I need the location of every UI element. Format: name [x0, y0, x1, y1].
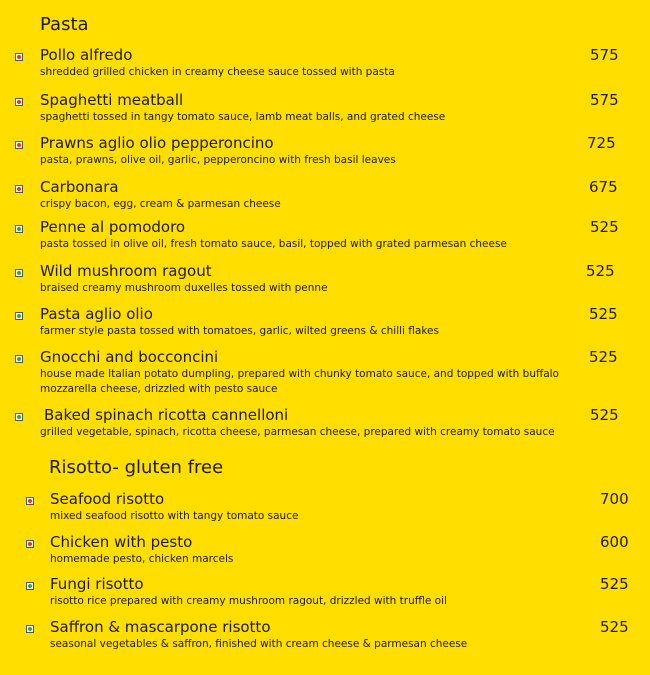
item-description: shredded grilled chicken in creamy cheese sauce tossed with pasta [40, 66, 395, 78]
item-description: crispy bacon, egg, cream & parmesan cheese [40, 198, 281, 210]
item-name: Seafood risotto [50, 490, 165, 508]
item-name: Penne al pomodoro [40, 218, 186, 236]
item-price: 575 [590, 46, 619, 64]
item-price: 700 [600, 490, 629, 508]
non-veg-icon [26, 497, 34, 505]
non-veg-icon [15, 53, 23, 61]
item-description: mixed seafood risotto with tangy tomato sauce [50, 510, 299, 522]
veg-icon [15, 225, 23, 233]
item-description: risotto rice prepared with creamy mushroom ragout, drizzled with truffle oil [50, 595, 447, 607]
item-name: Wild mushroom ragout [40, 262, 212, 280]
item-name: Chicken with pesto [50, 533, 193, 551]
veg-icon [26, 625, 34, 633]
item-price: 525 [586, 262, 615, 280]
item-price: 725 [587, 134, 616, 152]
item-price: 575 [590, 91, 619, 109]
item-description: seasonal vegetables & saffron, finished with cream cheese & parmesan cheese [50, 638, 468, 650]
non-veg-icon [15, 98, 23, 106]
item-name: Saffron & mascarpone risotto [50, 618, 271, 636]
item-description: braised creamy mushroom duxelles tossed with penne [40, 282, 328, 294]
veg-icon [15, 413, 23, 421]
item-price: 525 [600, 618, 629, 636]
non-veg-icon [15, 141, 23, 149]
item-name: Gnocchi and bocconcini [40, 348, 219, 366]
item-price: 600 [600, 533, 629, 551]
item-description: house made Italian potato dumpling, prepared with chunky tomato sauce, and topped with buffalo mozzarella cheese, drizzled with pesto sauce [40, 368, 559, 395]
veg-icon [15, 355, 23, 363]
item-price: 525 [589, 348, 618, 366]
item-description: grilled vegetable, spinach, ricotta cheese, parmesan cheese, prepared with creamy tomato sauce [40, 426, 555, 438]
item-description: spaghetti tossed in tangy tomato sauce, lamb meat balls, and grated cheese [40, 111, 446, 123]
item-price: 525 [600, 575, 629, 593]
item-name: Baked spinach ricotta cannelloni [44, 406, 289, 424]
item-name: Pasta aglio olio [40, 305, 153, 323]
item-description: farmer style pasta tossed with tomatoes, garlic, wilted greens & chilli flakes [40, 325, 439, 337]
item-price: 525 [589, 305, 618, 323]
risotto-section-title: Risotto- gluten free [49, 457, 224, 478]
item-price: 525 [590, 218, 619, 236]
pasta-section-title: Pasta [40, 14, 89, 35]
non-veg-icon [15, 185, 23, 193]
item-name: Spaghetti meatball [40, 91, 184, 109]
item-name: Carbonara [40, 178, 119, 196]
item-description: pasta tossed in olive oil, fresh tomato sauce, basil, topped with grated parmesan cheese [40, 238, 507, 250]
veg-icon [15, 312, 23, 320]
veg-icon [26, 582, 34, 590]
item-description: homemade pesto, chicken marcels [50, 553, 234, 565]
item-description: pasta, prawns, olive oil, garlic, pepperoncino with fresh basil leaves [40, 154, 396, 166]
item-name: Pollo alfredo [40, 46, 133, 64]
item-name: Prawns aglio olio pepperoncino [40, 134, 274, 152]
non-veg-icon [26, 540, 34, 548]
veg-icon [15, 269, 23, 277]
item-price: 525 [590, 406, 619, 424]
item-name: Fungi risotto [50, 575, 144, 593]
item-price: 675 [589, 178, 618, 196]
